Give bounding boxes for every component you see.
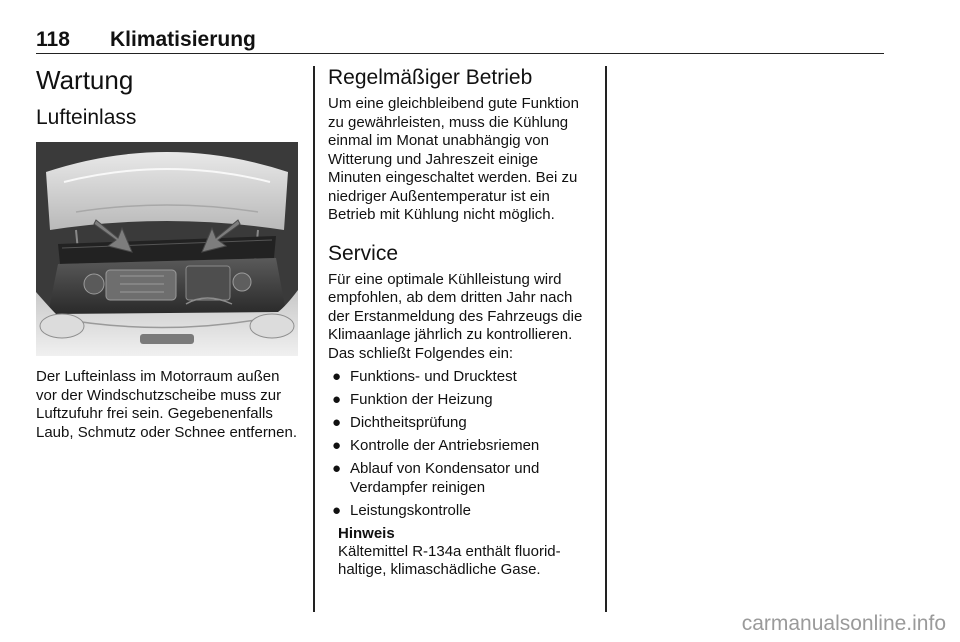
section-heading: Wartung: [36, 65, 134, 95]
note-text: Kältemittel R-134a enthält fluoridhaltige, klimaschädliche Gase.: [338, 542, 561, 578]
regular-operation-heading: Regelmäßiger Betrieb: [328, 66, 533, 89]
lufteinlass-paragraph: Der Lufteinlass im Motorraum außen vor der Windschutzscheibe muss zur Luftzufuhr frei sein. Gegebenenfalls Laub, Schmutz oder Schnee entfernen.: [36, 368, 298, 441]
column-divider: [605, 66, 607, 612]
bullet-icon: ●: [332, 460, 342, 477]
subsection-heading: Lufteinlass: [36, 106, 137, 129]
bullet-icon: ●: [332, 437, 342, 454]
list-item: ● Leistungskontrolle: [332, 501, 471, 519]
service-checklist: [328, 368, 594, 520]
column-divider: [313, 66, 315, 612]
bullet-icon: ●: [332, 368, 342, 385]
service-paragraph: Für eine optimale Kühlleistung wird empfohlen, ab dem dritten Jahr nach der Erstanmeldung des Fahrzeugs die Klimaanlage jährlich zu kontrollieren. Das schließt Folgendes ein:: [328, 270, 583, 362]
watermark: carmanualsonline.info: [741, 612, 946, 635]
bullet-icon: ●: [332, 414, 342, 431]
list-item: ● Kontrolle der Antriebsriemen: [332, 437, 540, 454]
chapter-title: Klimatisierung: [110, 28, 256, 51]
list-item: ● Funktions- und Drucktest: [332, 368, 517, 385]
page-number: 118: [36, 28, 70, 51]
service-heading: Service: [328, 241, 399, 265]
regular-operation-paragraph: Um eine gleichbleibend gute Funktion zu gewährleisten, muss die Kühlung einmal im Monat unabhängig von Witterung und Jahreszeit einige Minuten eingeschaltet werden. Bei zu niedriger Außentemperatur ist ein Betrieb mit Kühlung nicht möglich.: [328, 95, 579, 223]
left-column: [36, 64, 300, 442]
list-item: ● Dichtheitsprüfung: [332, 414, 467, 431]
list-item: ● Ablauf von Kondensator und Verdampfer reinigen: [332, 460, 540, 496]
page-header: [36, 28, 884, 54]
list-item: ● Funktion der Heizung: [332, 391, 493, 408]
engine-bay-photo: [36, 142, 298, 356]
note-label: Hinweis: [338, 524, 395, 542]
bullet-icon: ●: [332, 501, 342, 519]
engine-bay-illustration: [36, 142, 298, 356]
bullet-icon: ●: [332, 391, 342, 408]
middle-column: [328, 64, 594, 580]
